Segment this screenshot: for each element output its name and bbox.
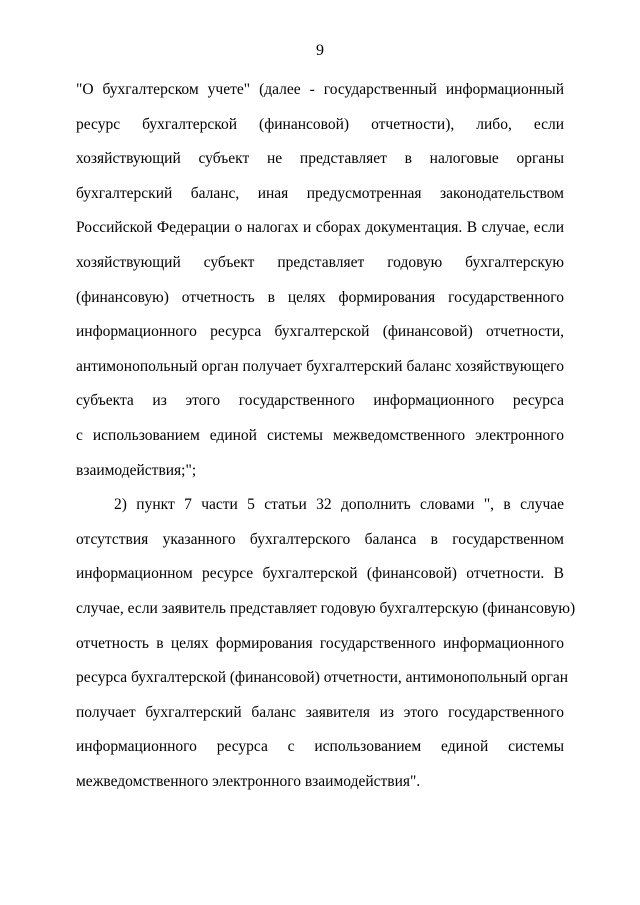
paragraph-2-line: отсутствия указанного бухгалтерского баланса в государственном bbox=[76, 530, 564, 548]
paragraph-1-line: бухгалтерский баланс, иная предусмотренная законодательством bbox=[76, 184, 564, 202]
paragraph-1-line: Российской Федерации о налогах и сборах документация. В случае, если bbox=[76, 219, 564, 237]
paragraph-2-line: 2) пункт 7 части 5 статьи 32 дополнить словами ", в случае bbox=[114, 496, 564, 514]
paragraph-1-line: антимонопольный орган получает бухгалтерский баланс хозяйствующего bbox=[76, 357, 564, 375]
paragraph-1-line: взаимодействия;"; bbox=[76, 461, 197, 479]
paragraph-1 bbox=[76, 80, 564, 495]
paragraph-2 bbox=[76, 495, 576, 806]
paragraph-1-line: субъекта из этого государственного информационного ресурса bbox=[76, 392, 564, 410]
paragraph-2-line: отчетность в целях формирования государственного информационного bbox=[76, 634, 564, 652]
paragraph-1-line: (финансовую) отчетность в целях формирования государственного bbox=[76, 288, 564, 306]
page-number: 9 bbox=[316, 42, 324, 59]
paragraph-1-line: "О бухгалтерском учете" (далее - государственный информационный bbox=[76, 81, 564, 98]
paragraph-2-line: ресурса бухгалтерской (финансовой) отчетности, антимонопольный орган bbox=[76, 669, 569, 687]
paragraph-1-line: хозяйствующий субъект не представляет в налоговые органы bbox=[76, 150, 564, 168]
paragraph-1-line: ресурс бухгалтерской (финансовой) отчетности), либо, если bbox=[76, 115, 564, 133]
paragraph-2-line: межведомственного электронного взаимодействия". bbox=[76, 772, 421, 790]
paragraph-2-line: получает бухгалтерский баланс заявителя из этого государственного bbox=[76, 703, 564, 721]
paragraph-2-line: информационном ресурсе бухгалтерской (финансовой) отчетности. В bbox=[76, 565, 564, 583]
paragraph-2-line: информационного ресурса с использованием единой системы bbox=[76, 738, 564, 756]
document-body bbox=[76, 80, 576, 806]
paragraph-2-line: случае, если заявитель представляет годовую бухгалтерскую (финансовую) bbox=[76, 599, 576, 617]
paragraph-1-line: с использованием единой системы межведомственного электронного bbox=[76, 426, 564, 444]
paragraph-1-line: хозяйствующий субъект представляет годовую бухгалтерскую bbox=[76, 253, 564, 271]
paragraph-1-line: информационного ресурса бухгалтерской (финансовой) отчетности, bbox=[76, 323, 564, 341]
